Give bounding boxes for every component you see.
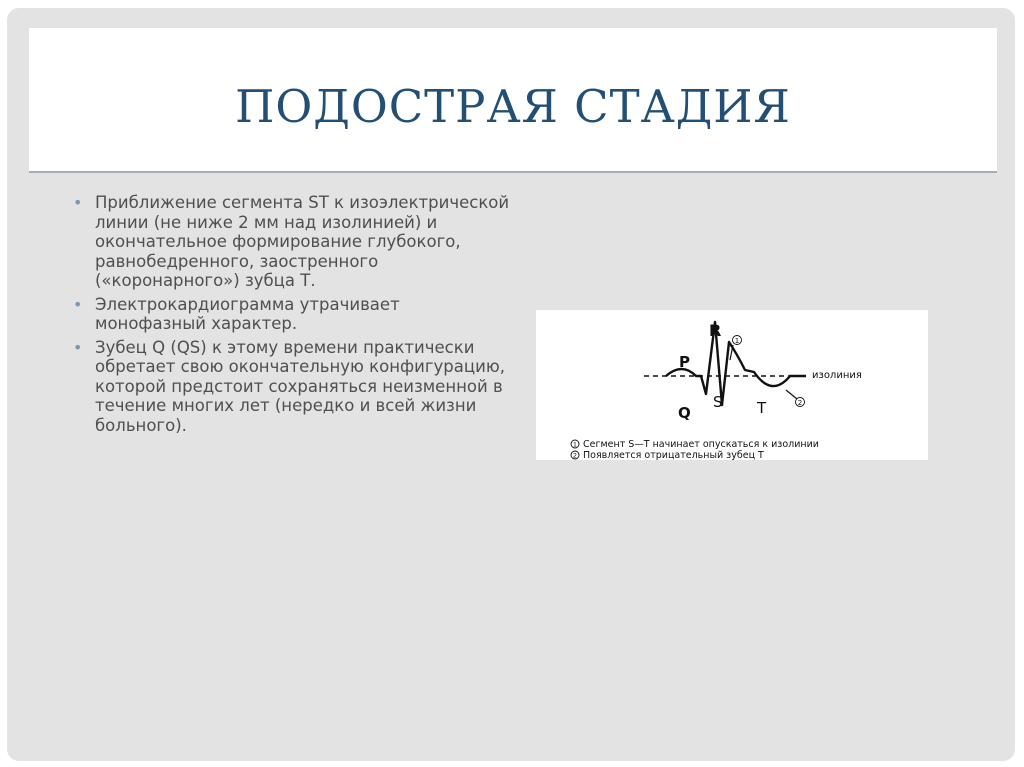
legend-1-number: 1 xyxy=(572,440,578,449)
bullet-icon: • xyxy=(73,294,83,314)
bullet-item xyxy=(73,338,513,436)
legend-2-text: Появляется отрицательный зубец Т xyxy=(583,450,764,460)
legend-2-number: 2 xyxy=(572,451,578,460)
wave-label-t: T xyxy=(757,399,767,417)
bullet-item xyxy=(73,193,513,291)
bullet-text: Приближение сегмента ST к изоэлектрической линии (не ниже 2 мм над изолинией) и окончательное формирование глубокого, равнобедренного, заостренного («коронарного») зубца Т. xyxy=(95,193,510,290)
title-box xyxy=(29,28,997,173)
legend-1-text: Сегмент S—T начинает опускаться к изолинии xyxy=(583,439,819,450)
bullet-list xyxy=(73,193,513,439)
wave-label-s: S xyxy=(713,393,723,411)
bullet-item xyxy=(73,295,513,334)
isoline-label: изолиния xyxy=(812,370,862,381)
bullet-icon: • xyxy=(73,337,83,357)
slide-title: ПОДОСТРАЯ СТАДИЯ xyxy=(235,80,791,133)
marker-2-pointer xyxy=(786,390,797,399)
marker-1-number: 1 xyxy=(734,337,740,345)
bullet-icon: • xyxy=(73,193,83,212)
ecg-figure xyxy=(536,310,928,460)
wave-label-q: Q xyxy=(678,404,691,422)
marker-2-number: 2 xyxy=(797,399,803,407)
wave-label-p: P xyxy=(679,353,690,371)
bullet-text: Электрокардиограмма утрачивает монофазный характер. xyxy=(95,294,400,333)
wave-label-r: R xyxy=(709,321,722,340)
slide-frame xyxy=(7,8,1015,761)
ecg-diagram xyxy=(536,310,928,460)
bullet-text: Зубец Q (QS) к этому времени практически обретает свою окончательную конфигурацию, которой предстоит сохраняться неизменной в течение многих лет (нередко и всей жизни больного). xyxy=(95,337,505,435)
